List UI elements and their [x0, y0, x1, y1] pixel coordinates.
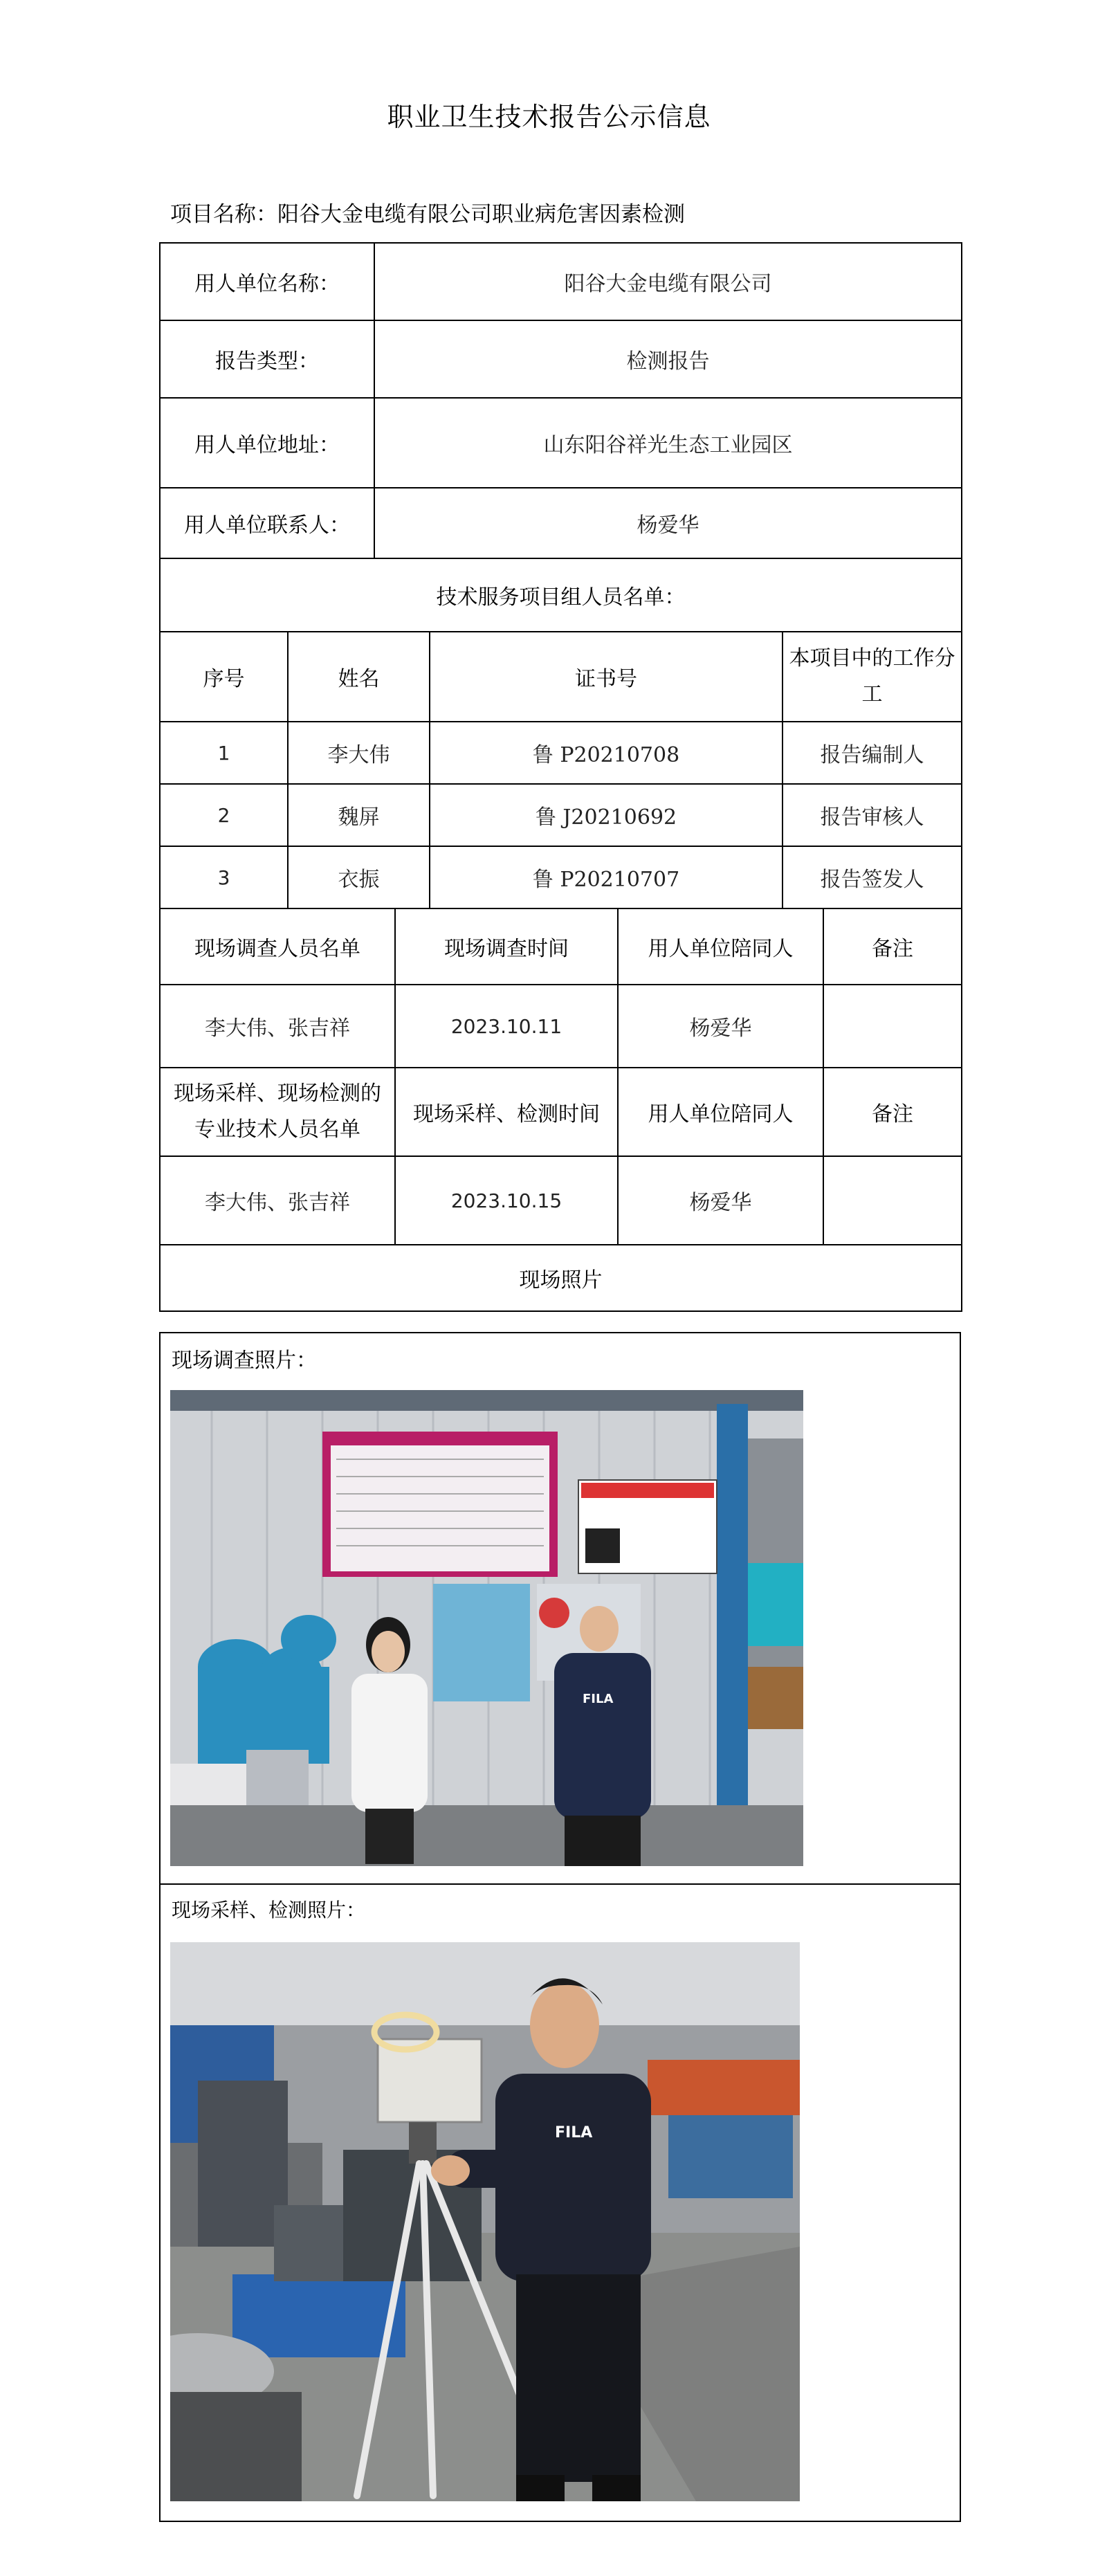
sampling-header-escort: 用人单位陪同人	[618, 1068, 823, 1156]
team-header-no: 序号	[160, 632, 288, 722]
team-row-no: 1	[160, 722, 288, 784]
photos-heading: 现场照片	[160, 1245, 962, 1311]
survey-site-photo-image	[170, 1390, 803, 1866]
team-header-name: 姓名	[288, 632, 430, 722]
survey-site-photo	[170, 1390, 803, 1866]
unit-name-label: 用人单位名称：	[160, 243, 374, 320]
photos-section	[159, 1332, 961, 2522]
team-row-role: 报告编制人	[783, 722, 962, 784]
photos-divider	[161, 1883, 960, 1885]
info-table	[159, 242, 962, 632]
team-header-role: 本项目中的工作分工	[783, 632, 962, 722]
report-type-label: 报告类型：	[160, 320, 374, 398]
survey-header-note: 备注	[823, 908, 962, 985]
sampling-header-date: 现场采样、检测时间	[395, 1068, 618, 1156]
team-row-no: 2	[160, 784, 288, 846]
survey-note	[823, 985, 962, 1068]
sampling-site-photo	[170, 1942, 800, 2501]
team-row-name: 魏屏	[288, 784, 430, 846]
project-name	[170, 197, 685, 228]
team-row-role: 报告签发人	[783, 846, 962, 908]
sampling-staff: 李大伟、张吉祥	[160, 1156, 395, 1245]
survey-staff: 李大伟、张吉祥	[160, 985, 395, 1068]
team-row-cert: 鲁 P20210707	[430, 846, 783, 908]
team-table	[159, 631, 962, 909]
survey-photo-caption: 现场调查照片：	[172, 1349, 317, 1373]
table-row	[160, 722, 962, 784]
sampling-note	[823, 1156, 962, 1245]
survey-header-escort: 用人单位陪同人	[618, 908, 823, 985]
survey-date: 2023.10.11	[395, 985, 618, 1068]
project-name-value: 阳谷大金电缆有限公司职业病危害因素检测	[277, 202, 685, 227]
survey-table	[159, 908, 962, 1312]
address-value: 山东阳谷祥光生态工业园区	[374, 398, 962, 488]
contact-label: 用人单位联系人：	[160, 488, 374, 558]
sampling-site-photo-image	[170, 1942, 800, 2501]
project-name-label: 项目名称：	[170, 202, 277, 227]
address-label: 用人单位地址：	[160, 398, 374, 488]
sampling-header-staff: 现场采样、现场检测的专业技术人员名单	[160, 1068, 395, 1156]
team-row-name: 李大伟	[288, 722, 430, 784]
page-title: 职业卫生技术报告公示信息	[387, 102, 711, 132]
team-row-cert: 鲁 P20210708	[430, 722, 783, 784]
team-row-no: 3	[160, 846, 288, 908]
team-row-name: 衣振	[288, 846, 430, 908]
survey-escort: 杨爱华	[618, 985, 823, 1068]
team-row-role: 报告审核人	[783, 784, 962, 846]
sampling-photo-caption: 现场采样、检测照片：	[172, 1899, 366, 1921]
team-row-cert: 鲁 J20210692	[430, 784, 783, 846]
svg-text:FILA: FILA	[555, 2124, 593, 2141]
team-header-cert: 证书号	[430, 632, 783, 722]
survey-header-date: 现场调查时间	[395, 908, 618, 985]
svg-text:FILA: FILA	[583, 1692, 614, 1706]
report-type-value: 检测报告	[374, 320, 962, 398]
sampling-header-note: 备注	[823, 1068, 962, 1156]
table-row	[160, 784, 962, 846]
table-row	[160, 846, 962, 908]
unit-name-value: 阳谷大金电缆有限公司	[374, 243, 962, 320]
sampling-date: 2023.10.15	[395, 1156, 618, 1245]
contact-value: 杨爱华	[374, 488, 962, 558]
survey-header-staff: 现场调查人员名单	[160, 908, 395, 985]
team-heading: 技术服务项目组人员名单：	[160, 558, 962, 632]
sampling-escort: 杨爱华	[618, 1156, 823, 1245]
